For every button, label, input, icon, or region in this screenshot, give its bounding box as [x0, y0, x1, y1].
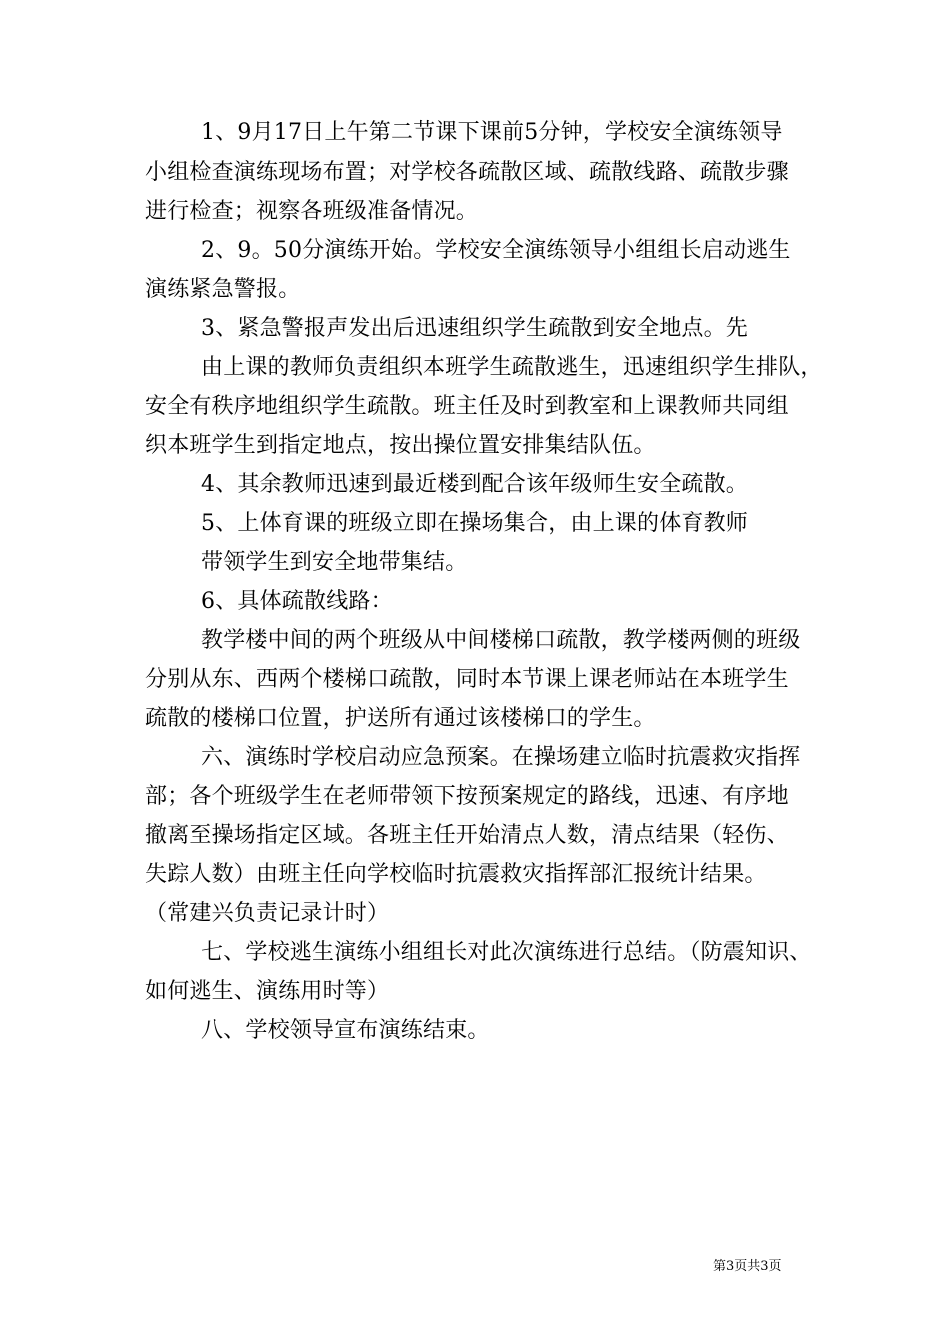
text-line: 1、9月17日上午第二节课下课前5分钟，学校安全演练领导 — [201, 120, 783, 145]
text-line: （常建兴负责记录计时） — [145, 901, 390, 926]
text-line: 七、学校逃生演练小组组长对此次演练进行总结。（防震知识、 — [201, 940, 812, 965]
text-line: 4、其余教师迅速到最近楼到配合该年级师生安全疏散。 — [201, 472, 748, 497]
text-line: 如何逃生、演练用时等） — [145, 979, 390, 1004]
text-line: 演练紧急警报。 — [145, 277, 301, 302]
text-line: 进行检查；视察各班级准备情况。 — [145, 199, 479, 224]
text-line: 部；各个班级学生在老师带领下按预案规定的路线，迅速、有序地 — [145, 784, 789, 809]
text-line: 八、学校领导宣布演练结束。 — [201, 1018, 490, 1043]
text-line: 5、上体育课的班级立即在操场集合，由上课的体育教师 — [201, 511, 748, 536]
text-line: 由上课的教师负责组织本班学生疏散逃生，迅速组织学生排队， — [201, 355, 823, 380]
text-line: 分别从东、西两个楼梯口疏散，同时本节课上课老师站在本班学生 — [145, 667, 789, 692]
text-line: 六、演练时学校启动应急预案。在操场建立临时抗震救灾指挥 — [201, 745, 801, 770]
text-line: 3、紧急警报声发出后迅速组织学生疏散到安全地点。先 — [201, 316, 748, 341]
text-line: 教学楼中间的两个班级从中间楼梯口疏散，教学楼两侧的班级 — [201, 628, 801, 653]
text-line: 带领学生到安全地带集结。 — [201, 550, 468, 575]
text-line: 安全有秩序地组织学生疏散。班主任及时到教室和上课教师共同组 — [145, 394, 789, 419]
text-line: 小组检查演练现场布置；对学校各疏散区域、疏散线路、疏散步骤 — [145, 160, 789, 185]
text-line: 2、9。50分演练开始。学校安全演练领导小组组长启动逃生 — [201, 238, 791, 263]
page-number: 第3页共3页 — [713, 1259, 782, 1274]
text-line: 疏散的楼梯口位置，护送所有通过该楼梯口的学生。 — [145, 706, 656, 731]
text-line: 失踪人数）由班主任向学校临时抗震救灾指挥部汇报统计结果。 — [145, 862, 767, 887]
text-line: 撤离至操场指定区域。各班主任开始清点人数，清点结果（轻伤、 — [145, 823, 789, 848]
text-line: 织本班学生到指定地点，按出操位置安排集结队伍。 — [145, 433, 656, 458]
text-line: 6、具体疏散线路： — [201, 589, 393, 614]
